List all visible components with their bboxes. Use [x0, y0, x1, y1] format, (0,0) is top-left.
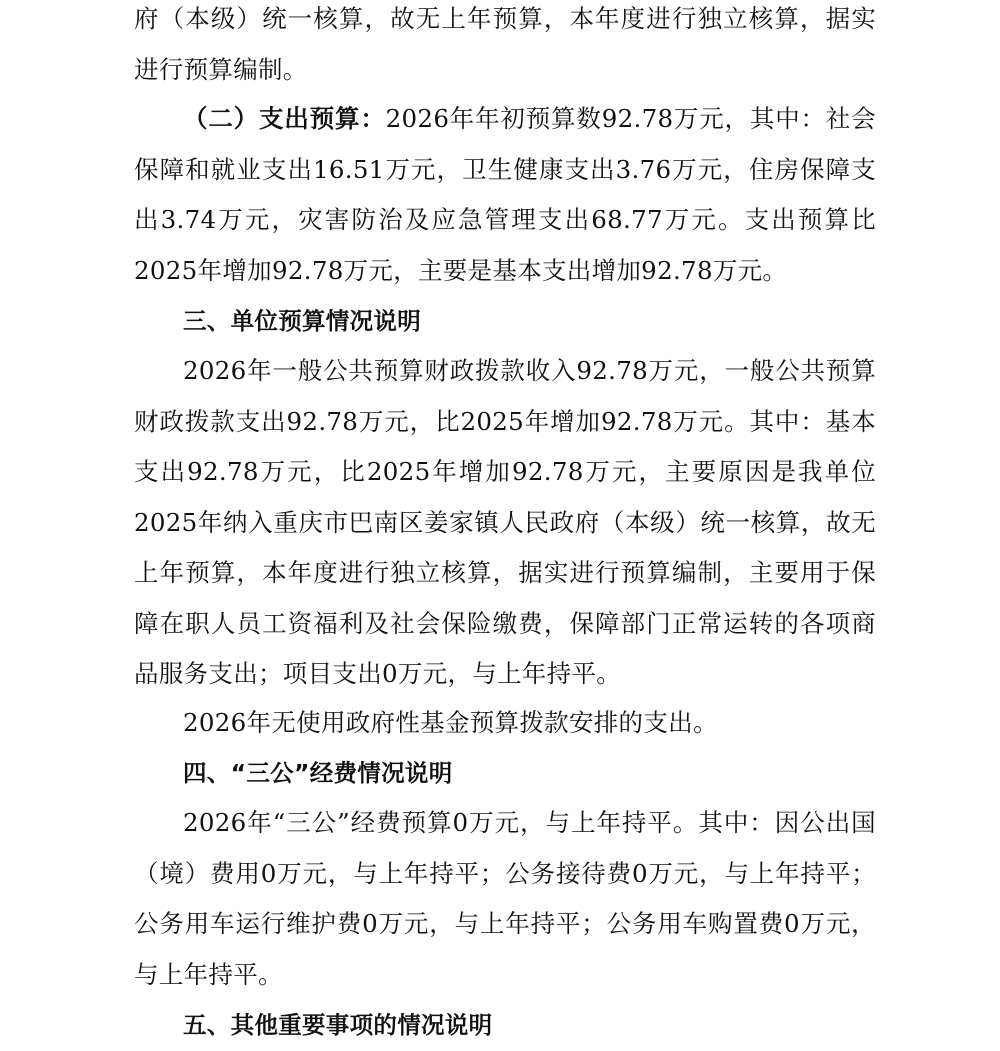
section-heading-three-public: 四、“三公”经费情况说明: [183, 759, 453, 787]
paragraph-expenditure-budget: [134, 94, 876, 296]
expenditure-budget-text: 2026年年初预算数92.78万元，其中：社会保障和就业支出16.51万元，卫生健康支出3.76万元，住房保障支出3.74万元，灾害防治及应急管理支出68.77万元。支出预算比2025年增加92.78万元，主要是基本支出增加92.78万元。: [134, 104, 877, 285]
section-heading-other-matters: 五、其他重要事项的情况说明: [183, 1011, 493, 1039]
section-heading-unit-budget: 三、单位预算情况说明: [183, 307, 421, 335]
paragraph-government-fund: 2026年无使用政府性基金预算拨款安排的支出。: [183, 708, 718, 737]
expenditure-budget-label: （二）支出预算：: [183, 104, 386, 133]
paragraph-budget-note: 府（本级）统一核算，故无上年预算，本年度进行独立核算，据实进行预算编制。: [134, 4, 876, 84]
paragraph-unit-budget: 2026年一般公共预算财政拨款收入92.78万元，一般公共预算财政拨款支出92.78万元，比2025年增加92.78万元。其中：基本支出92.78万元，比2025年增加92.78万元，主要原因是我单位2025年纳入重庆市巴南区姜家镇人民政府（本级）统一核算，故无上年预算，本年度进行独立核算，据实进行预算编制，主要用于保障在职人员工资福利及社会保险缴费，保障部门正常运转的各项商品服务支出；项目支出0万元，与上年持平。: [134, 356, 876, 688]
paragraph-three-public: 2026年“三公”经费预算0万元，与上年持平。其中：因公出国（境）费用0万元，与上年持平；公务接待费0万元，与上年持平；公务用车运行维护费0万元，与上年持平；公务用车购置费0万元，与上年持平。: [134, 808, 876, 989]
